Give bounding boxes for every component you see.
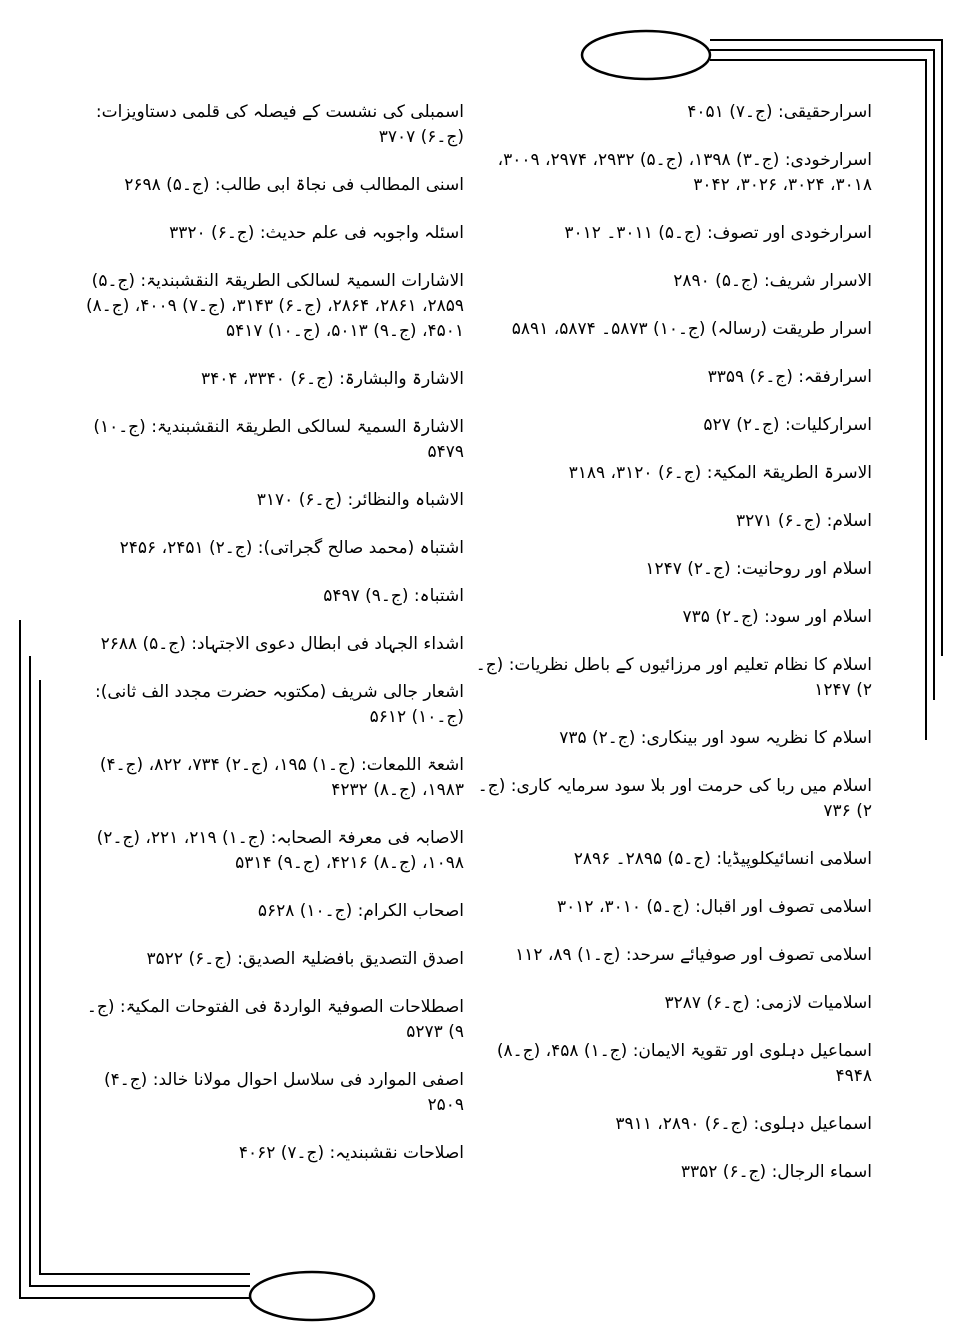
index-entry: الاشارات السمیۃ لسالکی الطریقۃ النقشبندیۃ: (ج۔۵) ۲۸۵۹، ۲۸۶۱، ۲۸۶۴، (ج۔۶) ۳۱۴۳، (ج۔۷) ۴۰۰۹، (ج۔۸) ۴۵۰۱، (ج۔۹) ۵۰۱۳، (ج۔۱۰) ۵۴۱۷	[86, 271, 464, 341]
index-entry: الاسرۃ الطریقۃ المکیۃ: (ج۔۶) ۳۱۲۰، ۳۱۸۹	[568, 463, 872, 483]
index-entry: اسلام اور روحانیت: (ج۔۲) ۱۲۴۷	[645, 559, 872, 579]
index-entry: الاسرار شریف: (ج۔۵) ۲۸۹۰	[673, 271, 872, 291]
index-entry: اصدق التصدیق بافضلیۃ الصدیق: (ج۔۶) ۳۵۲۲	[146, 949, 464, 969]
index-entry: اسرار طریقت (رسالہ) (ج۔۱۰) ۵۸۷۳۔ ۵۸۷۴، ۵۸۹۱	[511, 319, 872, 339]
index-entry: اسلامی تصوف اور اقبال: (ج۔۵) ۳۰۱۰، ۳۰۱۲	[557, 897, 872, 917]
index-entry: اسلامیات لازمی: (ج۔۶) ۳۲۸۷	[664, 993, 872, 1013]
index-entry: الاصابہ فی معرفۃ الصحابہ: (ج۔۱) ۲۱۹، ۲۲۱، (ج۔۲) ۱۰۹۸، (ج۔۸) ۴۲۱۶، (ج۔۹) ۵۳۱۴	[96, 828, 464, 873]
bottom-ornament-oval	[250, 1272, 374, 1320]
index-entry: اسلام اور سود: (ج۔۲) ۷۳۵	[682, 607, 872, 627]
index-entry: اسرارکلیات: (ج۔۲) ۵۲۷	[703, 415, 872, 435]
index-column-right	[472, 100, 872, 1208]
index-entry: اصلاحات نقشبندیہ: (ج۔۷) ۴۰۶۲	[238, 1143, 464, 1163]
index-entry: اصفی الموارد فی سلاسل احوال مولانا خالد: (ج۔۴) ۲۵۰۹	[103, 1070, 464, 1115]
index-entry: اسرارخودی: (ج۔۳) ۱۳۹۸، (ج۔۵) ۲۹۳۲، ۲۹۷۴، ۳۰۰۹، ۳۰۱۸، ۳۰۲۴، ۳۰۲۶، ۳۰۴۲	[497, 150, 872, 195]
index-entry: الاشباہ والنظائر: (ج۔۶) ۳۱۷۰	[256, 490, 464, 510]
index-entry: اسئلہ واجوبہ فی علم حدیث: (ج۔۶) ۳۳۲۰	[169, 223, 464, 243]
index-entry: اشعار جالی شریف (مکتوبہ حضرت مجدد الف ثانی): (ج۔۱۰) ۵۶۱۲	[95, 682, 464, 727]
index-entry: اشتباہ: (ج۔۹) ۵۴۹۷	[323, 586, 464, 606]
top-ornament-oval	[582, 31, 710, 79]
index-entry: الاشارۃ السمیۃ لسالکی الطریقۃ النقشبندیۃ: (ج۔۱۰) ۵۴۷۹	[93, 417, 464, 462]
index-entry: اسرارحقیقی: (ج۔۷) ۴۰۵۱	[687, 102, 872, 122]
index-entry: اسلام: (ج۔۶) ۳۲۷۱	[735, 511, 872, 531]
index-entry: الاشارۃ والبشارۃ: (ج۔۶) ۳۳۴۰، ۳۴۰۴	[200, 369, 464, 389]
index-entry: اشعۃ اللمعات: (ج۔۱) ۱۹۵، (ج۔۲) ۷۳۴، ۸۲۲، (ج۔۴) ۱۹۸۳، (ج۔۸) ۴۲۳۲	[99, 755, 464, 800]
index-entry: اصطلاحات الصوفیۃ الواردۃ فی الفتوحات المکیۃ: (ج۔۹) ۵۲۷۳	[86, 997, 464, 1042]
index-entry: اسنی المطالب فی نجاۃ ابی طالب: (ج۔۵) ۲۶۹۸	[124, 175, 464, 195]
index-entry: اسلامی انسائیکلوپیڈیا: (ج۔۵) ۲۸۹۵۔ ۲۸۹۶	[573, 849, 872, 869]
index-entry: اسلام میں ربا کی حرمت اور بلا سود سرمایہ کاری: (ج۔۲) ۷۳۶	[477, 776, 872, 821]
index-entry: اسمبلی کی نشست کے فیصلہ کی قلمی دستاویزات: (ج۔۶) ۳۷۰۷	[95, 102, 464, 147]
index-entry: اسلامی تصوف اور صوفیائے سرحد: (ج۔۱) ۸۹، ۱۱۲	[515, 945, 872, 965]
index-entry: اسرارفقہ: (ج۔۶) ۳۳۵۹	[707, 367, 872, 387]
index-entry: اسلام کا نظام تعلیم اور مرزائیوں کے باطل نظریات: (ج۔۲) ۱۲۴۷	[475, 655, 872, 700]
index-entry: اسلام کا نظریہ سود اور بینکاری: (ج۔۲) ۷۳۵	[559, 728, 872, 748]
index-entry: اسماعیل دہلوی: (ج۔۶) ۲۸۹۰، ۳۹۱۱	[615, 1114, 872, 1134]
index-entry: اشتباہ (محمد صالح گجراتی): (ج۔۲) ۲۴۵۱، ۲۴۵۶	[119, 538, 464, 558]
index-column-left	[74, 100, 464, 1189]
index-entry: اسماعیل دہلوی اور تقویۃ الایمان: (ج۔۱) ۴۵۸، (ج۔۸) ۴۹۴۸	[496, 1041, 872, 1086]
index-entry: اسرارخودی اور تصوف: (ج۔۵) ۳۰۱۱۔ ۳۰۱۲	[564, 223, 872, 243]
index-entry: اسماء الرجال: (ج۔۶) ۳۳۵۲	[680, 1162, 872, 1182]
index-entry: اصحاب الکرام: (ج۔۱۰) ۵۶۲۸	[257, 901, 464, 921]
index-entry: اشداء الجہاد فی ابطال دعوی الاجتہاد: (ج۔۵) ۲۶۸۸	[100, 634, 464, 654]
